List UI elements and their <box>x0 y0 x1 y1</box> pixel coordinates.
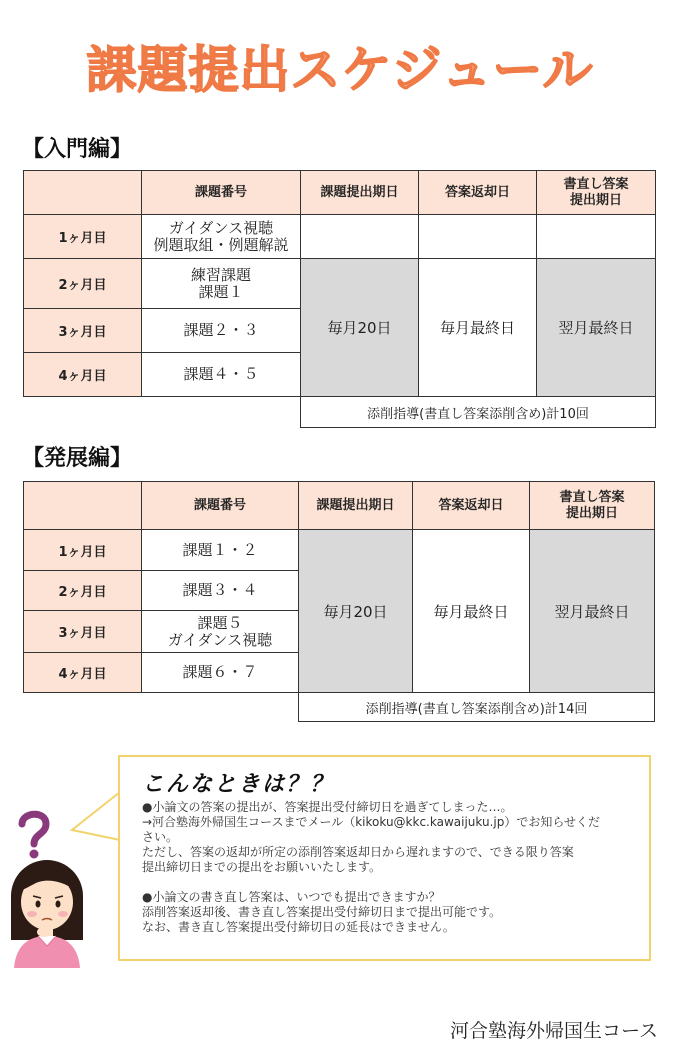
intro-schedule-table <box>23 170 656 428</box>
task-cell: 課題３・４ <box>142 571 299 611</box>
faq-line: ●小論文の答案の提出が、答案提出受付締切日を過ぎてしまった…。 <box>142 800 513 814</box>
table-header-row <box>24 171 656 215</box>
return-date-value: 毎月最終日 <box>419 259 537 397</box>
submit-deadline-value: 毎月20日 <box>299 530 413 693</box>
intro-section-heading: 【入門編】 <box>22 137 133 162</box>
speech-bubble-tail <box>70 790 122 850</box>
header-task-number: 課題番号 <box>142 171 301 215</box>
return-date-value: 毎月最終日 <box>413 530 530 693</box>
blank-cell <box>142 397 301 428</box>
table-header-row <box>24 482 655 530</box>
faq-box <box>118 755 651 961</box>
empty-cell <box>537 215 656 259</box>
header-task-number: 課題番号 <box>142 482 299 530</box>
rewrite-deadline-value: 翌月最終日 <box>537 259 656 397</box>
month-label: 3ヶ月目 <box>24 611 142 653</box>
month-label: 2ヶ月目 <box>24 259 142 309</box>
empty-cell <box>419 215 537 259</box>
faq-line: 提出締切日までの提出をお願いいたします。 <box>142 860 382 874</box>
table-total-row <box>24 693 655 722</box>
empty-cell <box>301 215 419 259</box>
month-label: 1ヶ月目 <box>24 215 142 259</box>
month-label: 4ヶ月目 <box>24 653 142 693</box>
month-label: 4ヶ月目 <box>24 353 142 397</box>
faq-line: さい。 <box>142 830 179 844</box>
faq-line: なお、書き直し答案提出受付締切日の延長はできません。 <box>142 920 455 934</box>
woman-thinking-illustration <box>4 856 90 968</box>
blank-cell <box>142 693 299 722</box>
task-cell: 課題６・７ <box>142 653 299 693</box>
footer-organization: 河合塾海外帰国生コース <box>449 1020 658 1042</box>
total-sessions: 添削指導(書直し答案添削含め)計14回 <box>299 693 655 722</box>
month-label: 2ヶ月目 <box>24 571 142 611</box>
month-label: 1ヶ月目 <box>24 530 142 571</box>
month-label: 3ヶ月目 <box>24 309 142 353</box>
faq-spacer <box>142 875 637 890</box>
total-sessions: 添削指導(書直し答案添削含め)計10回 <box>301 397 656 428</box>
table-total-row <box>24 397 656 428</box>
header-submit-deadline: 課題提出期日 <box>301 171 419 215</box>
faq-title: こんなときは？？ <box>142 772 335 797</box>
advanced-schedule-table <box>23 481 655 722</box>
page-title: 課題提出スケジュール <box>86 41 594 99</box>
task-cell: 課題４・５ <box>142 353 301 397</box>
table-row <box>24 530 655 571</box>
faq-line: ●小論文の書き直し答案は、いつでも提出できますか？ <box>142 890 441 904</box>
blank-cell <box>24 397 142 428</box>
rewrite-deadline-value: 翌月最終日 <box>530 530 655 693</box>
header-rewrite-deadline: 書直し答案 提出期日 <box>537 171 656 215</box>
header-return-date: 答案返却日 <box>413 482 530 530</box>
question-mark-icon <box>14 808 54 860</box>
task-cell: 練習課題 課題１ <box>142 259 301 309</box>
faq-line: →河合塾海外帰国生コースまでメール（kikoku@kkc.kawaijuku.jp）でお知らせくだ <box>142 815 600 829</box>
header-blank <box>24 482 142 530</box>
task-cell: 課題２・３ <box>142 309 301 353</box>
table-row <box>24 259 656 309</box>
task-cell: 課題１・２ <box>142 530 299 571</box>
task-cell: 課題５ ガイダンス視聴 <box>142 611 299 653</box>
header-rewrite-deadline: 書直し答案 提出期日 <box>530 482 655 530</box>
task-cell: ガイダンス視聴 例題取組・例題解説 <box>142 215 301 259</box>
header-blank <box>24 171 142 215</box>
header-submit-deadline: 課題提出期日 <box>299 482 413 530</box>
header-return-date: 答案返却日 <box>419 171 537 215</box>
advanced-section-heading: 【発展編】 <box>22 446 133 471</box>
table-row <box>24 215 656 259</box>
submit-deadline-value: 毎月20日 <box>301 259 419 397</box>
faq-line: ただし、答案の返却が所定の添削答案返却日から遅れますので、できる限り答案 <box>142 845 574 859</box>
blank-cell <box>24 693 142 722</box>
faq-line: 添削答案返却後、書き直し答案提出受付締切日まで提出可能です。 <box>142 905 502 919</box>
